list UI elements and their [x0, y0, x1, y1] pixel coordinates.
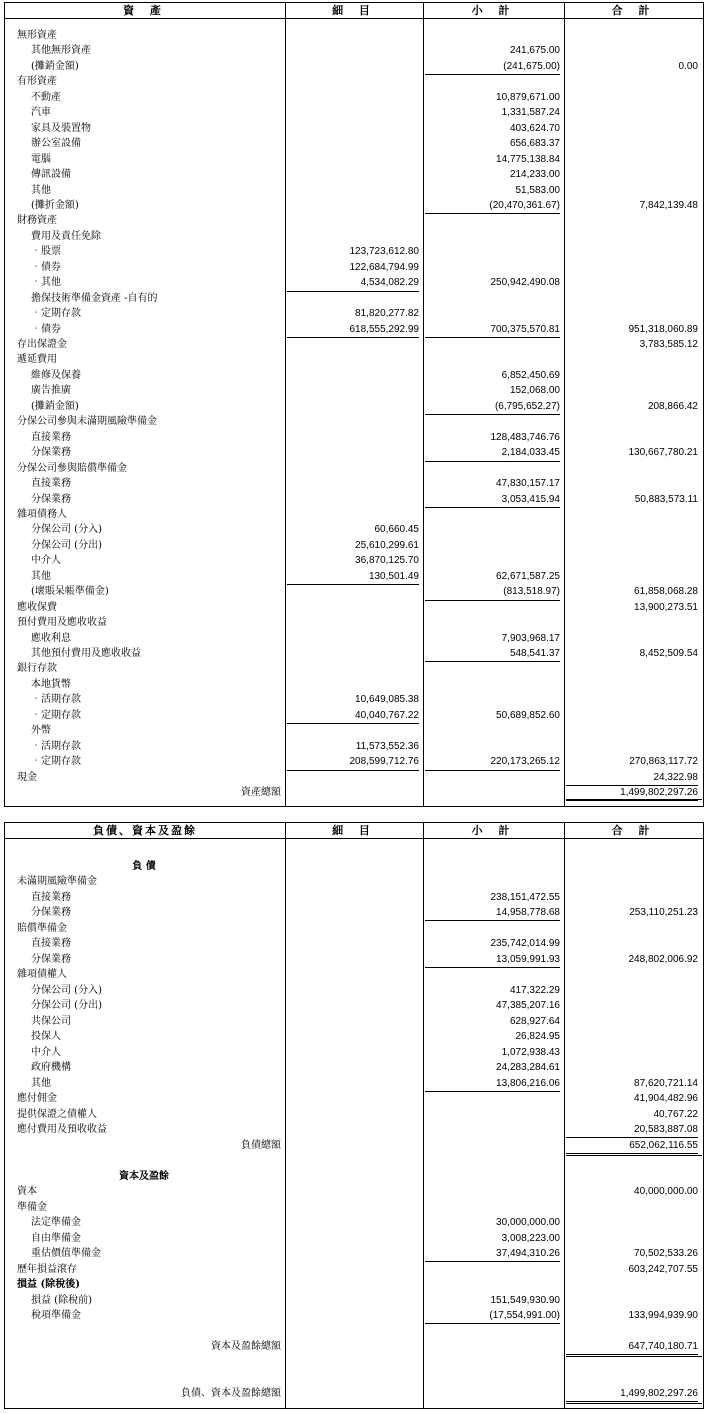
row-label: 汽車 — [31, 107, 51, 119]
table-row — [5, 1014, 703, 1029]
table-row — [5, 383, 703, 398]
table-row — [5, 322, 703, 337]
row-label: 其他無形資產 — [31, 45, 91, 57]
row-label: 損益 (除稅前) — [31, 1294, 92, 1306]
table-row — [5, 677, 703, 692]
row-label: 分保公司 (分出) — [31, 1000, 102, 1011]
header-total: 合 計 — [611, 4, 656, 17]
liabilities-total-double-underline — [566, 1155, 702, 1156]
row-label: 雜項債權人 — [17, 969, 67, 980]
table-row — [5, 198, 703, 213]
table-row — [5, 615, 703, 630]
table-row — [5, 1339, 703, 1354]
table-row — [5, 843, 703, 858]
row-subtotal-value: 220,173,265.12 — [425, 754, 560, 770]
row-detail-value: 618,555,292.99 — [287, 322, 419, 338]
table-row — [5, 1060, 703, 1075]
table-row — [5, 399, 703, 414]
row-label: 法定準備金 — [31, 1217, 81, 1228]
row-label: 預付費用及應收收益 — [17, 617, 107, 629]
row-subtotal-value: 250,942,490.08 — [490, 277, 560, 289]
row-total-value: 8,452,509.54 — [639, 648, 698, 659]
row-subtotal-value: 3,008,223.00 — [501, 1232, 560, 1244]
table-row — [5, 445, 703, 460]
row-label: 共保公司 — [31, 1015, 71, 1027]
row-label: 政府機構 — [31, 1062, 71, 1073]
row-label: 重估價值準備金 — [31, 1248, 101, 1259]
row-label: ‧活期存款 — [31, 694, 81, 706]
table-row — [5, 1169, 703, 1184]
row-label: ‧其他 — [31, 277, 61, 289]
row-detail-value: 123,723,612.80 — [349, 246, 419, 258]
table-row — [5, 1246, 703, 1261]
row-label: 分保公司參與賠償準備金 — [17, 462, 127, 474]
row-label: ‧債券 — [31, 261, 61, 273]
row-total-value: 41,904,482.96 — [634, 1093, 698, 1104]
table-row — [5, 430, 703, 445]
table-row — [5, 1370, 703, 1385]
row-label: 不動產 — [31, 91, 61, 103]
capital-total-double-underline — [566, 1356, 702, 1357]
row-total-value: 50,883,573.11 — [634, 493, 698, 505]
row-subtotal-value: 1,072,938.43 — [501, 1046, 560, 1058]
row-label: 擔保技術準備金資產 -自有的 — [31, 292, 158, 304]
row-total-value: 270,863,117.72 — [629, 756, 698, 768]
table-row — [5, 244, 703, 259]
row-total-value: 7,842,139.48 — [639, 199, 698, 211]
table-row — [5, 522, 703, 537]
row-label: ‧定期存款 — [31, 308, 81, 320]
row-subtotal-value: 62,671,587.25 — [496, 570, 560, 582]
table-row — [5, 414, 703, 429]
header-detail: 細 目 — [332, 824, 376, 837]
row-label: (攤折金額) — [31, 199, 79, 211]
table-row — [5, 1138, 703, 1153]
table-row — [5, 461, 703, 476]
table-row — [5, 229, 703, 244]
table-row — [5, 306, 703, 321]
row-label: 本地貨幣 — [31, 678, 71, 690]
table-row — [5, 507, 703, 522]
row-detail-value: 40,040,767.22 — [287, 708, 419, 724]
row-label: 分保公司 (分入) — [31, 524, 102, 536]
row-label: 分保業務 — [31, 447, 71, 459]
row-subtotal-value: 214,233.00 — [509, 169, 560, 181]
row-label: 費用及責任免除 — [31, 230, 101, 242]
table-row — [5, 1091, 703, 1106]
row-total-value: 253,110,251.23 — [629, 907, 698, 918]
header-subtotal: 小 計 — [471, 4, 516, 17]
row-label: ‧債券 — [31, 323, 61, 335]
liabilities-table — [4, 822, 704, 1409]
row-label: 稅項準備金 — [31, 1310, 81, 1321]
row-label: 賠償準備金 — [17, 922, 67, 934]
row-subtotal-value: 403,624.70 — [509, 122, 560, 134]
table-row — [5, 936, 703, 951]
table-row — [5, 874, 703, 889]
row-label: 中介人 — [31, 1046, 61, 1058]
table-row — [5, 183, 703, 198]
row-label: 廣告推廣 — [31, 385, 71, 397]
row-total-value: 0.00 — [678, 60, 698, 72]
row-subtotal-value: (6,795,652.27) — [425, 399, 560, 415]
table-row — [5, 1076, 703, 1091]
row-label: 其他 — [31, 184, 51, 196]
table-row — [5, 1231, 703, 1246]
row-subtotal-value: 1,331,587.24 — [501, 107, 560, 119]
row-label: 中介人 — [31, 555, 61, 567]
row-label: (攤銷金額) — [31, 400, 79, 412]
row-detail-value: 11,573,552.36 — [355, 740, 419, 752]
row-label: 負債總額 — [241, 1139, 281, 1151]
row-label: 現金 — [17, 771, 37, 783]
table-row — [5, 136, 703, 151]
table-row — [5, 538, 703, 553]
header-total: 合 計 — [611, 824, 656, 837]
row-subtotal-value: 30,000,000.00 — [496, 1217, 560, 1228]
row-label: 投保人 — [31, 1031, 61, 1042]
table-row — [5, 739, 703, 754]
table-row — [5, 90, 703, 105]
grand-total-double-underline — [566, 1403, 702, 1404]
table-row — [5, 1045, 703, 1060]
table-row — [5, 28, 703, 43]
row-total-value: 248,802,006.92 — [628, 953, 698, 965]
row-subtotal-value: 51,583.00 — [515, 184, 560, 196]
assets-table — [4, 2, 704, 807]
row-subtotal-value: 47,385,207.16 — [496, 1000, 560, 1011]
table-row — [5, 1386, 703, 1401]
row-label: 其他預付費用及應收收益 — [31, 648, 141, 659]
row-subtotal-value: 26,824.95 — [515, 1031, 560, 1042]
table-row — [5, 631, 703, 646]
row-label: 其他 — [31, 1077, 51, 1089]
table-row — [5, 74, 703, 89]
row-label: 維修及保養 — [31, 369, 81, 381]
row-total-value: 1,499,802,297.26 — [566, 1386, 698, 1402]
row-label: 損益 (除稅後) — [17, 1279, 80, 1290]
table-row — [5, 105, 703, 120]
row-subtotal-value: 417,322.29 — [509, 984, 560, 996]
row-subtotal-value: 656,683.37 — [509, 138, 560, 150]
table-row — [5, 967, 703, 982]
row-subtotal-value: 700,375,570.81 — [425, 322, 560, 338]
table-row — [5, 167, 703, 182]
row-label: 資產總額 — [241, 787, 281, 799]
row-label: 應收保費 — [17, 601, 57, 613]
row-label: 辦公室設備 — [31, 138, 81, 150]
row-label: 未滿期風險準備金 — [17, 876, 97, 887]
row-detail-value: 208,599,712.76 — [287, 754, 419, 770]
table-row — [5, 59, 703, 74]
row-detail-value: 122,684,794.99 — [349, 261, 419, 273]
header-detail: 細 目 — [332, 4, 376, 17]
row-label: 自由準備金 — [31, 1232, 81, 1244]
row-label: 雜項債務人 — [17, 508, 67, 520]
table-row — [5, 1293, 703, 1308]
row-subtotal-value: 13,806,216.06 — [425, 1076, 560, 1092]
row-subtotal-value: 128,483,746.76 — [490, 431, 560, 443]
row-label: ‧定期存款 — [31, 756, 81, 768]
table-row — [5, 1324, 703, 1339]
table-row — [5, 661, 703, 676]
row-subtotal-value: (813,518.97) — [425, 584, 560, 600]
row-subtotal-value: 2,184,033.45 — [425, 445, 560, 461]
row-subtotal-value: 50,689,852.60 — [496, 709, 560, 721]
header-liabilities: 負債、資本及盈餘 — [93, 824, 197, 837]
row-label: 直接業務 — [31, 431, 71, 443]
row-detail-value: 81,820,277.82 — [355, 308, 419, 320]
row-label: 直接業務 — [31, 478, 71, 490]
table-row — [5, 998, 703, 1013]
row-detail-value: 4,534,082.29 — [287, 275, 419, 291]
row-label: 分保公司 (分出) — [31, 539, 102, 551]
table-row — [5, 492, 703, 507]
header-subtotal: 小 計 — [471, 824, 516, 837]
row-label: 直接業務 — [31, 891, 71, 903]
row-label: 分保公司參與未滿期風險準備金 — [17, 416, 157, 428]
table-row — [5, 646, 703, 661]
table-row — [5, 1308, 703, 1323]
row-subtotal-value: 13,059,991.93 — [425, 952, 560, 968]
row-subtotal-value: (20,470,361.67) — [425, 198, 560, 214]
row-label: 銀行存款 — [17, 663, 57, 675]
row-label: ‧股票 — [31, 246, 61, 258]
table-row — [5, 1215, 703, 1230]
row-subtotal-value: 6,852,450.69 — [501, 369, 560, 381]
row-label: (攤銷金額) — [31, 60, 79, 72]
table-row — [5, 368, 703, 383]
row-total-value: 13,900,273.51 — [634, 601, 698, 613]
row-subtotal-value: 7,903,968.17 — [501, 632, 560, 644]
table-row — [5, 569, 703, 584]
table-row — [5, 600, 703, 615]
table-row — [5, 723, 703, 738]
row-subtotal-value: 238,151,472.55 — [490, 891, 560, 903]
header-assets: 資 產 — [123, 4, 167, 17]
row-total-value: 951,318,060.89 — [628, 323, 698, 335]
table-row — [5, 213, 703, 228]
row-subtotal-value: 14,775,138.84 — [496, 153, 560, 165]
row-label: 電腦 — [31, 153, 51, 165]
row-subtotal-value: (17,554,991.00) — [425, 1308, 560, 1324]
row-label: 資本及盈餘 — [119, 1170, 169, 1182]
table-row — [5, 260, 703, 275]
row-total-value: 70,502,533.26 — [634, 1248, 698, 1259]
row-label: 歷年損益滾存 — [17, 1263, 77, 1275]
row-subtotal-value: 235,742,014.99 — [490, 938, 560, 949]
row-detail-value: 130,501.49 — [287, 569, 419, 585]
row-total-value: 24,322.98 — [566, 770, 698, 786]
table-row — [5, 1029, 703, 1044]
table-row — [5, 291, 703, 306]
row-label: 直接業務 — [31, 938, 71, 949]
row-label: 分保業務 — [31, 493, 71, 505]
table-row — [5, 754, 703, 769]
row-total-value: 603,242,707.55 — [628, 1263, 698, 1275]
table-row — [5, 584, 703, 599]
row-total-value: 208,866.42 — [647, 400, 698, 412]
table-row — [5, 1262, 703, 1277]
table-row — [5, 859, 703, 874]
table-row — [5, 1122, 703, 1137]
row-total-value: 647,740,180.71 — [566, 1339, 698, 1355]
table-row — [5, 1184, 703, 1199]
row-subtotal-value: 152,068.00 — [509, 385, 560, 397]
assets-total-double-underline — [566, 799, 702, 800]
row-label: 分保業務 — [31, 953, 71, 965]
table-row — [5, 708, 703, 723]
row-label: 無形資產 — [17, 30, 57, 41]
row-total-value: 652,062,116.55 — [566, 1138, 698, 1154]
table-row — [5, 921, 703, 936]
row-label: 應付費用及預收收益 — [17, 1124, 107, 1135]
row-label: ‧定期存款 — [31, 709, 81, 721]
table-row — [5, 476, 703, 491]
row-total-value: 3,783,585.12 — [639, 339, 698, 350]
table-row — [5, 1277, 703, 1292]
row-subtotal-value: 37,494,310.26 — [425, 1246, 560, 1262]
row-label: 準備金 — [17, 1201, 47, 1213]
row-detail-value: 25,610,299.61 — [355, 539, 419, 551]
row-total-value: 1,499,802,297.26 — [566, 785, 698, 801]
row-label: 財務資產 — [17, 215, 57, 227]
row-label: 傳訊設備 — [31, 169, 71, 181]
table-row — [5, 152, 703, 167]
row-label: 資本 — [17, 1186, 37, 1197]
row-label: 其他 — [31, 570, 51, 582]
row-detail-value: 36,870,125.70 — [355, 555, 419, 567]
table-row — [5, 352, 703, 367]
row-subtotal-value: 548,541.37 — [425, 646, 560, 662]
row-label: 外幣 — [31, 725, 51, 737]
row-label: 分保公司 (分入) — [31, 984, 102, 996]
row-label: 分保業務 — [31, 907, 71, 918]
liabilities-header — [5, 823, 703, 839]
row-total-value: 130,667,780.21 — [628, 447, 698, 459]
table-row — [5, 1200, 703, 1215]
row-label: 提供保證之債權人 — [17, 1108, 97, 1120]
row-label: (壞賬呆帳準備金) — [31, 586, 109, 598]
table-row — [5, 905, 703, 920]
row-detail-value: 10,649,085.38 — [355, 694, 419, 706]
assets-header — [5, 3, 703, 19]
row-label: 負債、資本及盈餘總額 — [181, 1387, 281, 1399]
table-row — [5, 121, 703, 136]
table-row — [5, 770, 703, 785]
table-row — [5, 337, 703, 352]
row-total-value: 61,858,068.28 — [634, 586, 698, 598]
row-label: ‧活期存款 — [31, 740, 81, 752]
table-row — [5, 553, 703, 568]
row-label: 資本及盈餘總額 — [211, 1341, 281, 1352]
row-label: 應付佣金 — [17, 1093, 57, 1104]
row-total-value: 20,583,887.08 — [566, 1122, 698, 1138]
row-label: 存出保證金 — [17, 339, 67, 350]
table-row — [5, 43, 703, 58]
row-subtotal-value: 3,053,415.94 — [425, 492, 560, 508]
table-row — [5, 952, 703, 967]
row-subtotal-value: 47,830,157.17 — [496, 478, 560, 490]
table-row — [5, 692, 703, 707]
row-total-value: 87,620,721.14 — [634, 1077, 698, 1089]
row-subtotal-value: 241,675.00 — [509, 45, 560, 57]
row-detail-value: 60,660.45 — [374, 524, 419, 536]
row-label: 遞延費用 — [17, 354, 57, 366]
row-subtotal-value: (241,675.00) — [425, 59, 560, 75]
row-label: 負 債 — [132, 860, 156, 872]
row-subtotal-value: 14,958,778.68 — [425, 905, 560, 921]
table-row — [5, 1107, 703, 1122]
row-subtotal-value: 151,549,930.90 — [490, 1294, 560, 1306]
row-subtotal-value: 10,879,671.00 — [496, 91, 560, 103]
table-row — [5, 275, 703, 290]
table-row — [5, 890, 703, 905]
row-total-value: 40,000,000.00 — [634, 1186, 698, 1197]
table-row — [5, 983, 703, 998]
row-total-value: 133,994,939.90 — [628, 1310, 698, 1321]
row-label: 有形資產 — [17, 76, 57, 88]
row-subtotal-value: 24,283,284.61 — [496, 1062, 560, 1073]
row-total-value: 40,767.22 — [653, 1108, 698, 1120]
row-label: 應收利息 — [31, 632, 71, 644]
row-label: 家具及裝置物 — [31, 122, 91, 134]
row-subtotal-value: 628,927.64 — [509, 1015, 560, 1027]
